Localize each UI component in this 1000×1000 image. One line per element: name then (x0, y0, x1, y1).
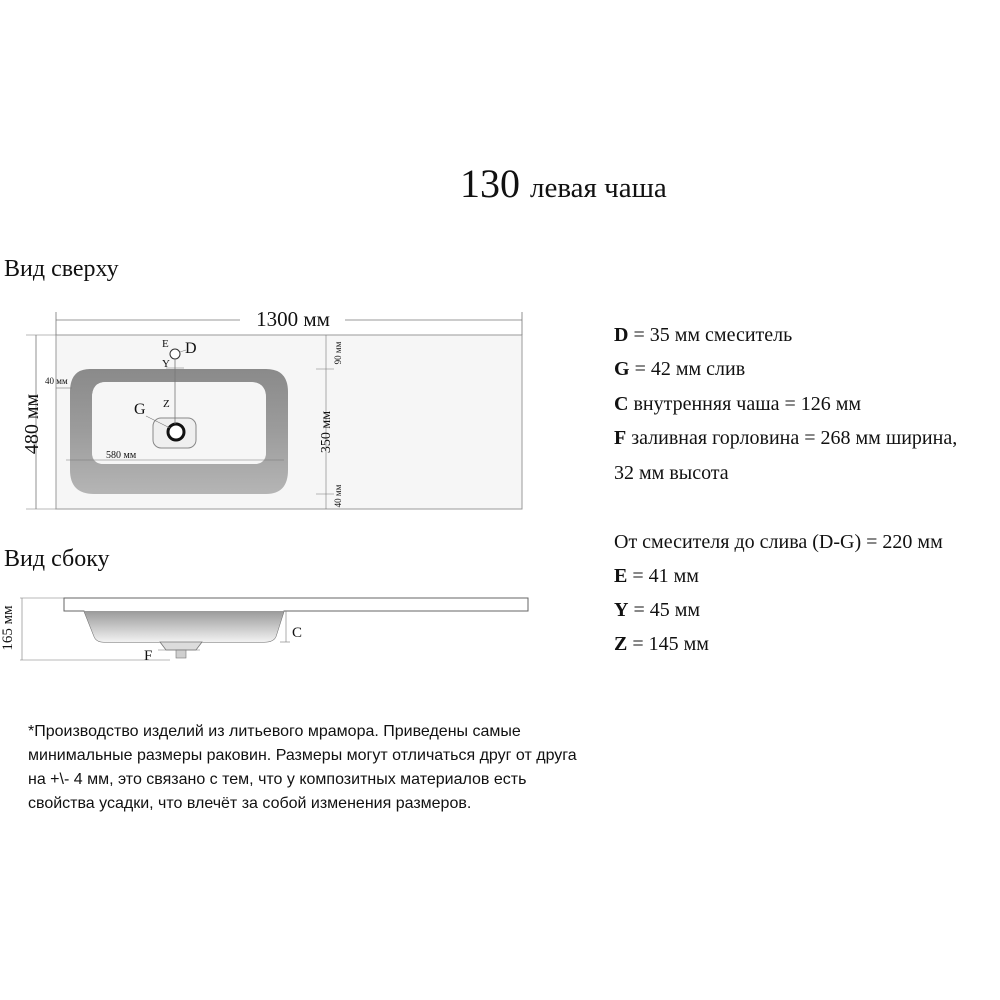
mark-f: F (144, 648, 153, 664)
spec-z: Z = 145 мм (614, 633, 709, 655)
top-view-drawing (21, 307, 522, 509)
mark-z: Z (163, 398, 170, 410)
top-margin-dim-text: 90 мм (333, 341, 343, 365)
side-view-label: Вид сбоку (4, 546, 110, 572)
model-variant: левая чаша (530, 172, 667, 204)
spec-f: F заливная горловина = 268 мм ширина, (614, 427, 958, 449)
mark-c: C (292, 625, 303, 641)
side-margin-dim-text: 40 мм (45, 376, 68, 386)
depth-dim-text: 480 мм (21, 393, 43, 455)
spec-f-height: 32 мм высота (614, 462, 729, 484)
bowl-width-dim-text: 580 мм (106, 450, 137, 461)
model-number: 130 (460, 161, 520, 206)
mark-g: G (134, 401, 146, 418)
spec-d-g: От смесителя до слива (D-G) = 220 мм (614, 531, 943, 553)
top-view-label: Вид сверху (4, 256, 119, 282)
height-dim-text: 165 мм (0, 605, 16, 651)
side-view-drawing (0, 598, 528, 664)
footnote: *Производство изделий из литьевого мрамора. Приведены самые минимальные размеры раковин. Размеры могут отличаться друг от друга на +\- 4 мм, это связано с тем, что у композитных материалов есть свойства усадки, что влечёт за собой изменения размеров. (28, 723, 577, 812)
bottom-margin-dim-text: 40 мм (333, 484, 343, 508)
spec-y: Y = 45 мм (614, 599, 701, 621)
spec-e: E = 41 мм (614, 565, 699, 587)
spec-d: D = 35 мм смеситель (614, 324, 793, 346)
bowl-depth-dim-text: 350 мм (319, 410, 334, 454)
mark-d: D (185, 340, 197, 357)
drain-hole (168, 424, 184, 440)
spec-g: G = 42 мм слив (614, 358, 746, 380)
sink-basin-shading (84, 611, 284, 642)
mark-y: Y (162, 358, 170, 370)
mixer-hole (170, 349, 180, 359)
spec-c: C внутренняя чаша = 126 мм (614, 393, 862, 415)
width-dim-text: 1300 мм (256, 307, 330, 331)
mark-e: E (162, 338, 169, 350)
drain-neck (160, 642, 202, 650)
